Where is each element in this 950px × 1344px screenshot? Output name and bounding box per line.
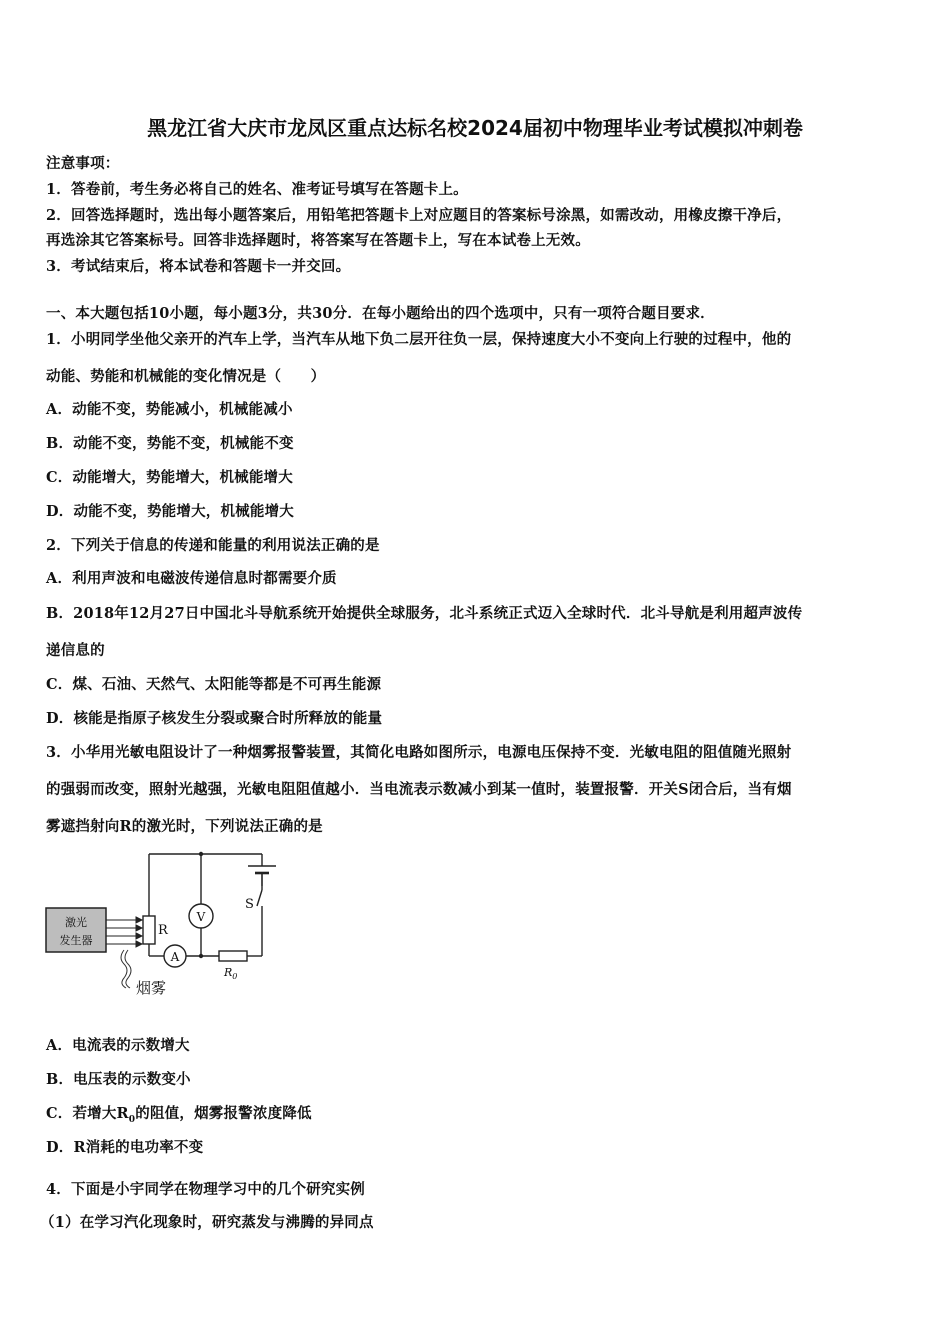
- q3-stem: 雾遮挡射向R的激光时，下列说法正确的是: [46, 818, 323, 835]
- notice-item: 再选涂其它答案标号。回答非选择题时，将答案写在答题卡上，写在本试卷上无效。: [46, 232, 590, 249]
- q3-option-c-pre: C．若增大R: [46, 1105, 129, 1122]
- q1-stem: 1．小明同学坐他父亲开的汽车上学，当汽车从地下负二层开往负一层，保持速度大小不变向上行驶的过程中，他的: [46, 331, 792, 348]
- fixed-resistor: [219, 951, 247, 961]
- notice-item: 2．回答选择题时，选出每小题答案后，用铅笔把答题卡上对应题目的答案标号涂黑，如需改动，用橡皮擦干净后，: [46, 207, 792, 224]
- ammeter-label: A: [170, 950, 180, 964]
- laser-label: 激光: [65, 916, 87, 929]
- notice-heading: 注意事项：: [46, 155, 120, 172]
- fixed-resistor-label: R: [224, 966, 233, 979]
- photoresistor-label: R: [158, 923, 168, 938]
- q3-option-c-post: 的阻值，烟雾报警浓度降低: [135, 1105, 312, 1122]
- switch-label: S: [245, 897, 254, 912]
- laser-label: 发生器: [59, 934, 93, 947]
- page-title: 黑龙江省大庆市龙凤区重点达标名校2024届初中物理毕业考试模拟冲刺卷: [147, 116, 803, 140]
- q2-option-d: D．核能是指原子核发生分裂或聚合时所释放的能量: [46, 710, 383, 727]
- q2-option-b-cont: 递信息的: [46, 642, 105, 659]
- q1-option-d: D．动能不变，势能增大，机械能增大: [46, 503, 294, 520]
- q3-option-c-sub: 0: [128, 1114, 136, 1125]
- q1-option-c: C．动能增大，势能增大，机械能增大: [46, 469, 293, 486]
- q4-item: （1）在学习汽化现象时，研究蒸发与沸腾的异同点: [40, 1214, 374, 1231]
- q3-stem: 的强弱而改变，照射光越强，光敏电阻阻值越小．当电流表示数减小到某一值时，装置报警．开关S闭合后，当有烟: [46, 781, 792, 798]
- q2-option-b: B．2018年12月27日中国北斗导航系统开始提供全球服务，北斗系统正式迈入全球时代．北斗导航是利用超声波传: [46, 605, 803, 622]
- notice-item: 1．答卷前，考生务必将自己的姓名、准考证号填写在答题卡上。: [46, 181, 468, 198]
- q1-option-b: B．动能不变，势能不变，机械能不变: [46, 435, 294, 452]
- q3-stem: 3．小华用光敏电阻设计了一种烟雾报警装置，其简化电路如图所示，电源电压保持不变．光敏电阻的阻值随光照射: [46, 744, 792, 761]
- q4-stem: 4．下面是小宇同学在物理学习中的几个研究实例: [46, 1181, 365, 1198]
- fixed-resistor-subscript: 0: [232, 972, 238, 981]
- circuit-diagram: [44, 846, 284, 998]
- smoke-label: 烟雾: [136, 979, 167, 997]
- notice-item: 3．考试结束后，将本试卷和答题卡一并交回。: [46, 258, 351, 275]
- q3-option-b: B．电压表的示数变小: [46, 1071, 191, 1088]
- q3-option-c: [46, 1102, 312, 1125]
- q3-option-a: A．电流表的示数增大: [46, 1037, 190, 1054]
- section-intro: 一、本大题包括10小题，每小题3分，共30分．在每小题给出的四个选项中，只有一项符合题目要求．: [46, 305, 715, 322]
- q2-stem: 2．下列关于信息的传递和能量的利用说法正确的是: [46, 537, 380, 554]
- voltmeter-label: V: [196, 910, 206, 924]
- q1-option-a: A．动能不变，势能减小，机械能减小: [46, 401, 293, 418]
- q2-option-c: C．煤、石油、天然气、太阳能等都是不可再生能源: [46, 676, 382, 693]
- q3-option-d: D．R消耗的电功率不变: [46, 1139, 204, 1156]
- q2-option-a: A．利用声波和电磁波传递信息时都需要介质: [46, 570, 337, 587]
- photoresistor: [143, 916, 155, 944]
- q1-stem: 动能、势能和机械能的变化情况是（ ）: [46, 368, 326, 385]
